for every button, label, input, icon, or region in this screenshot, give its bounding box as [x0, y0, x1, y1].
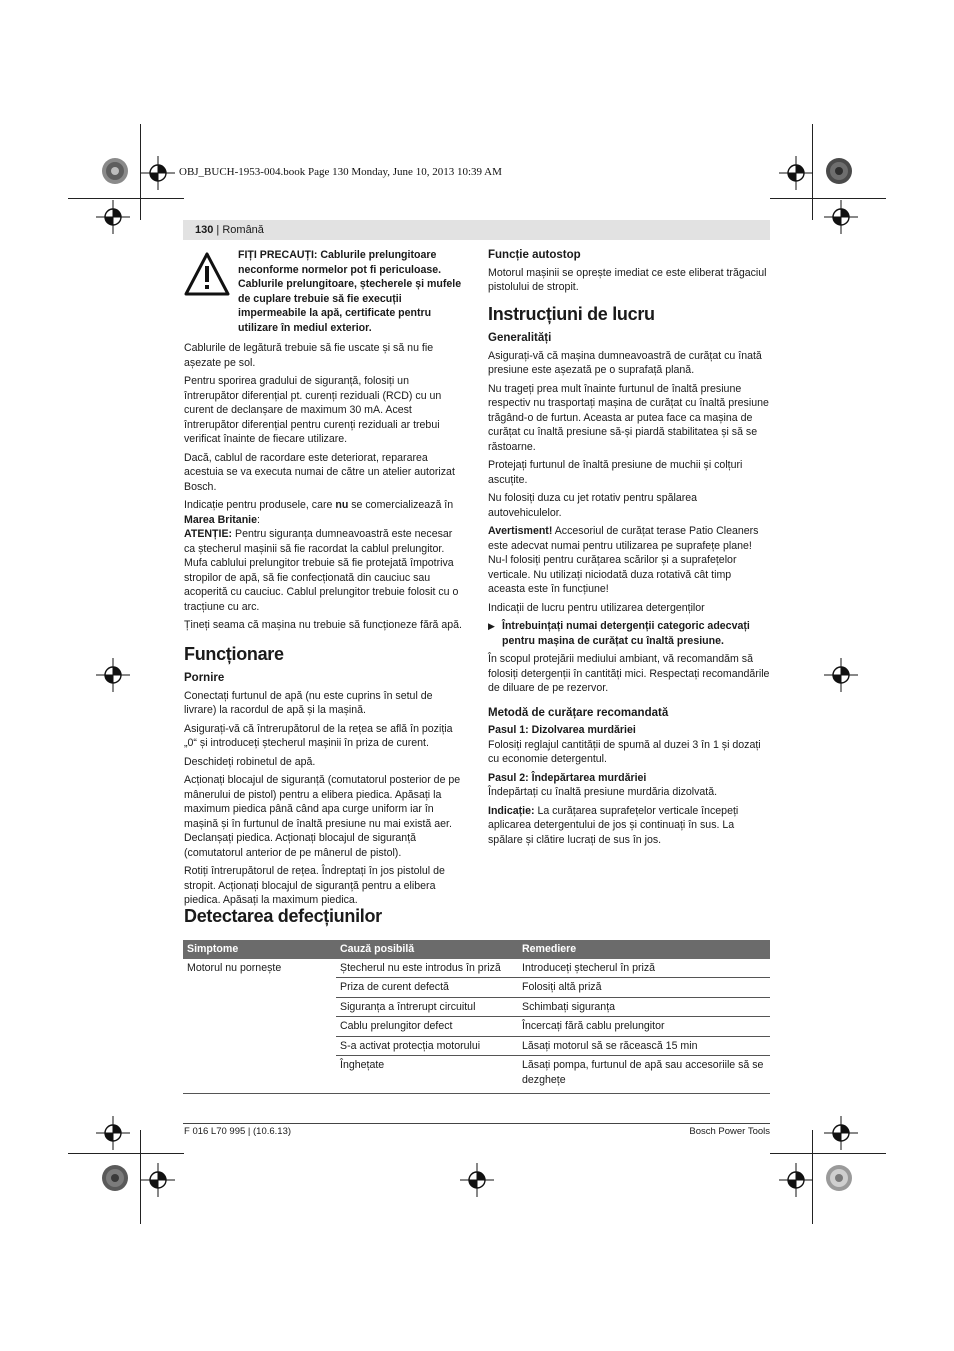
- indicatie-label: Indicație:: [488, 804, 535, 817]
- footer-brand: Bosch Power Tools: [689, 1126, 770, 1137]
- pornire-step: Rotiți întrerupătorul de rețea. Îndreptați în jos pistolul de stropit. Acționați blocajul de siguranță pentru a elibera piedica. Apăsați la maximum piedica.: [184, 865, 445, 906]
- cause-cell: Înghețate: [336, 1056, 518, 1094]
- attention-label: ATENȚIE:: [184, 528, 233, 540]
- section-heading-functionare: Funcționare: [184, 643, 284, 664]
- subheading-generalitati: Generalități: [488, 332, 552, 344]
- warning-block: [184, 248, 466, 335]
- registration-mark-icon: [141, 1163, 175, 1197]
- registration-mark-icon: [824, 200, 858, 234]
- column-header: Simptome: [183, 940, 336, 959]
- table-header-row: [183, 940, 770, 959]
- pornire-step: Acționați blocajul de siguranță (comutatorul posterior de pe mânerului de pistol) pentru a elibera piedica. Apăsați la maximum piedica până când apa curge uniform iar în mașină și în furtunul de înaltă presiune nu mai există aer. Declanșați piedica. Acționați blocajul de siguranță (comutatorul anterior de pe mânerul de pistol).: [184, 774, 461, 859]
- color-rosette-icon: [825, 157, 853, 185]
- step-text: Îndepărtați cu înaltă presiune murdăria dizolvată.: [488, 786, 718, 798]
- registration-mark-icon: [779, 1163, 813, 1197]
- paragraph: Dacă, cablul de racordare este deteriorat, repararea acestuia se va executa numai de către un atelier autorizat Bosch.: [184, 451, 455, 493]
- registration-mark-icon: [141, 156, 175, 190]
- warning-text: FIȚI PRECAUȚI: Cablurile prelungitoare neconforme normelor pot fi periculoase. Cablurile prelungitoare, ștecherele și mufele de cuplare trebuie să fie execuții impermeabile la apă, certificate pentru utilizare în mediul exterior.: [238, 249, 462, 334]
- color-rosette-icon: [825, 1164, 853, 1192]
- remedy-cell: Folosiți altă priză: [518, 978, 770, 998]
- triangle-bullet-icon: ▶: [488, 621, 495, 631]
- attention-paragraph: [184, 527, 466, 614]
- registration-mark-icon: [96, 200, 130, 234]
- paragraph: Indicații de lucru pentru utilizarea detergenților: [488, 601, 705, 614]
- paragraph: Cablurile de legătură trebuie să fie uscate și să nu fie așezate pe sol.: [184, 342, 434, 369]
- avertisment-label: Avertisment!: [488, 525, 553, 537]
- column-header: Cauză posibilă: [336, 940, 518, 959]
- color-rosette-icon: [101, 157, 129, 185]
- registration-mark-icon: [460, 1163, 494, 1197]
- cause-cell: Priza de curent defectă: [336, 978, 518, 998]
- uk-note-pre: Indicație pentru produsele, care: [184, 499, 336, 511]
- pornire-step: Conectați furtunul de apă (nu este cuprins în setul de livrare) la racordul de apă și la mașină.: [184, 689, 433, 716]
- remedy-cell: Introduceți ștecherul în priză: [518, 959, 770, 978]
- paragraph: Asigurați-vă că mașina dumneavoastră de curățat cu înată presiune este așezată pe o suprafață plană.: [488, 349, 762, 376]
- subheading-autostop: Funcție autostop: [488, 249, 581, 261]
- cause-cell: Ștecherul nu este introdus în priză: [336, 959, 518, 978]
- registration-mark-icon: [824, 1116, 858, 1150]
- color-rosette-icon: [101, 1164, 129, 1192]
- indicatie-paragraph: [488, 804, 770, 848]
- footer-divider: [183, 1123, 770, 1124]
- column-header: Remediere: [518, 940, 770, 959]
- uk-note-country: Marea Britanie: [184, 513, 258, 526]
- paragraph: Nu trageți prea mult înainte furtunul de înaltă presiune respectiv nu trasportați mașina de curățat cu înaltă presiune trăgând-o de furtun. Aceasta ar putea face ca mașina de curățat cu înaltă presiune să-și piardă stabilitatea și să se răstoarne.: [488, 382, 769, 453]
- cause-cell: Siguranța a întrerupt circuitul: [336, 997, 518, 1017]
- indicatie-text: La curățarea suprafețelor verticale începeți aplicarea detergentului de jos și continuați în sus. La spălare și clătire lucrați de sus în jos.: [488, 804, 739, 846]
- paragraph: Protejați furtunul de înaltă presiune de muchii și colțuri ascuțite.: [488, 459, 743, 486]
- remedy-cell: Lăsați motorul să se răcească 15 min: [518, 1036, 770, 1056]
- paragraph: Nu folosiți duza cu jet rotativ pentru spălarea autovehiculelor.: [488, 492, 698, 519]
- registration-mark-icon: [96, 658, 130, 692]
- section-heading-instructiuni: Instrucțiuni de lucru: [488, 303, 655, 324]
- uk-note: [184, 498, 466, 527]
- uk-note-post: se comercializează în: [348, 499, 454, 511]
- section-heading-defectiuni: Detectarea defecțiunilor: [184, 906, 382, 926]
- uk-note-nu: nu: [335, 499, 349, 511]
- header-separator: |: [216, 224, 223, 236]
- remedy-cell: Încercați fără cablu prelungitor: [518, 1017, 770, 1037]
- paragraph: Motorul mașinii se oprește imediat ce este eliberat trăgaciul pistolului de stropit.: [488, 266, 767, 293]
- attention-text: Pentru siguranța dumneavoastră este necesar ca ștecherul mașinii să fie racordat la cablul prelungitor. Mufa cablului prelungitor trebuie să fie protejată împotriva stropilor de apă, să fie confecționată din cauciuc sau acoperită cu cauciuc. Cablul prelungitor trebuie folosit cu o tracțiune cu arc.: [184, 528, 459, 613]
- registration-mark-icon: [96, 1116, 130, 1150]
- cause-cell: S-a activat protecția motorului: [336, 1036, 518, 1056]
- remedy-cell: Lăsați pompa, furtunul de apă sau accesoriile să se dezghețe: [518, 1056, 770, 1094]
- step-title: Pasul 1: Dizolvarea murdăriei: [488, 724, 636, 736]
- header-language: Română: [222, 224, 264, 236]
- step-text: Folosiți reglajul cantității de spumă al duzei 3 în 1 și dozați cu economie detergentul.: [488, 738, 761, 765]
- warning-paragraph: [488, 524, 770, 597]
- registration-mark-icon: [824, 658, 858, 692]
- subheading-metoda: Metodă de curățare recomandată: [488, 706, 669, 719]
- cause-cell: Cablu prelungitor defect: [336, 1017, 518, 1037]
- symptom-cell: Motorul nu pornește: [183, 959, 336, 1094]
- table-row: [183, 959, 770, 978]
- pornire-step: Asigurați-vă că întrerupătorul de la rețea se află în poziția „0“ și introduceți ștecherul mașinii în priza de curent.: [184, 722, 453, 749]
- page-header-bar: [183, 220, 770, 240]
- paragraph: Pentru sporirea gradului de siguranță, folosiți un întrerupător diferențial pt. curenți reziduali (RCD) cu un curent de declanșare de maximum 30 mA. Acest întrerupător diferențial pentru curenți reziduali ar trebui verificat înainte de fiecare utilizare.: [184, 375, 442, 445]
- troubleshooting-table: [183, 940, 770, 1094]
- footer-doc-id: F 016 L70 995 | (10.6.13): [184, 1126, 292, 1137]
- file-meta: OBJ_BUCH-1953-004.book Page 130 Monday, June 10, 2013 10:39 AM: [179, 166, 502, 178]
- avertisment-text: Accesoriul de curățat terase Patio Cleaners este adecvat numai pentru utilizarea pe suprafețe plane! Nu-l folosiți pentru curățarea scărilor și a suprafețelor verticale. Nu utilizați niciodată duza rotativă cât timp aceasta este în funcțiune!: [488, 525, 759, 595]
- paragraph: În scopul protejării mediului ambiant, vă recomandăm să folosiți detergenții în cantități mici. Respectați recomandările de diluare de pe rezervor.: [488, 653, 770, 694]
- uk-note-end: :: [257, 513, 260, 526]
- remedy-cell: Schimbați siguranța: [518, 997, 770, 1017]
- registration-mark-icon: [779, 156, 813, 190]
- warning-triangle-icon: [184, 252, 230, 296]
- bullet-item: [488, 619, 770, 648]
- step-title: Pasul 2: Îndepărtarea murdăriei: [488, 771, 647, 784]
- subheading-pornire: Pornire: [184, 672, 225, 684]
- page-number: 130: [195, 224, 214, 236]
- paragraph: Țineți seama că mașina nu trebuie să funcționeze fără apă.: [184, 619, 462, 631]
- right-column: [488, 248, 770, 851]
- bullet-text: Întrebuințați numai detergenții categoric adecvați pentru mașina de curățat cu înaltă presiune.: [502, 620, 750, 647]
- pornire-step: Deschideți robinetul de apă.: [184, 755, 316, 768]
- left-column: [184, 248, 466, 912]
